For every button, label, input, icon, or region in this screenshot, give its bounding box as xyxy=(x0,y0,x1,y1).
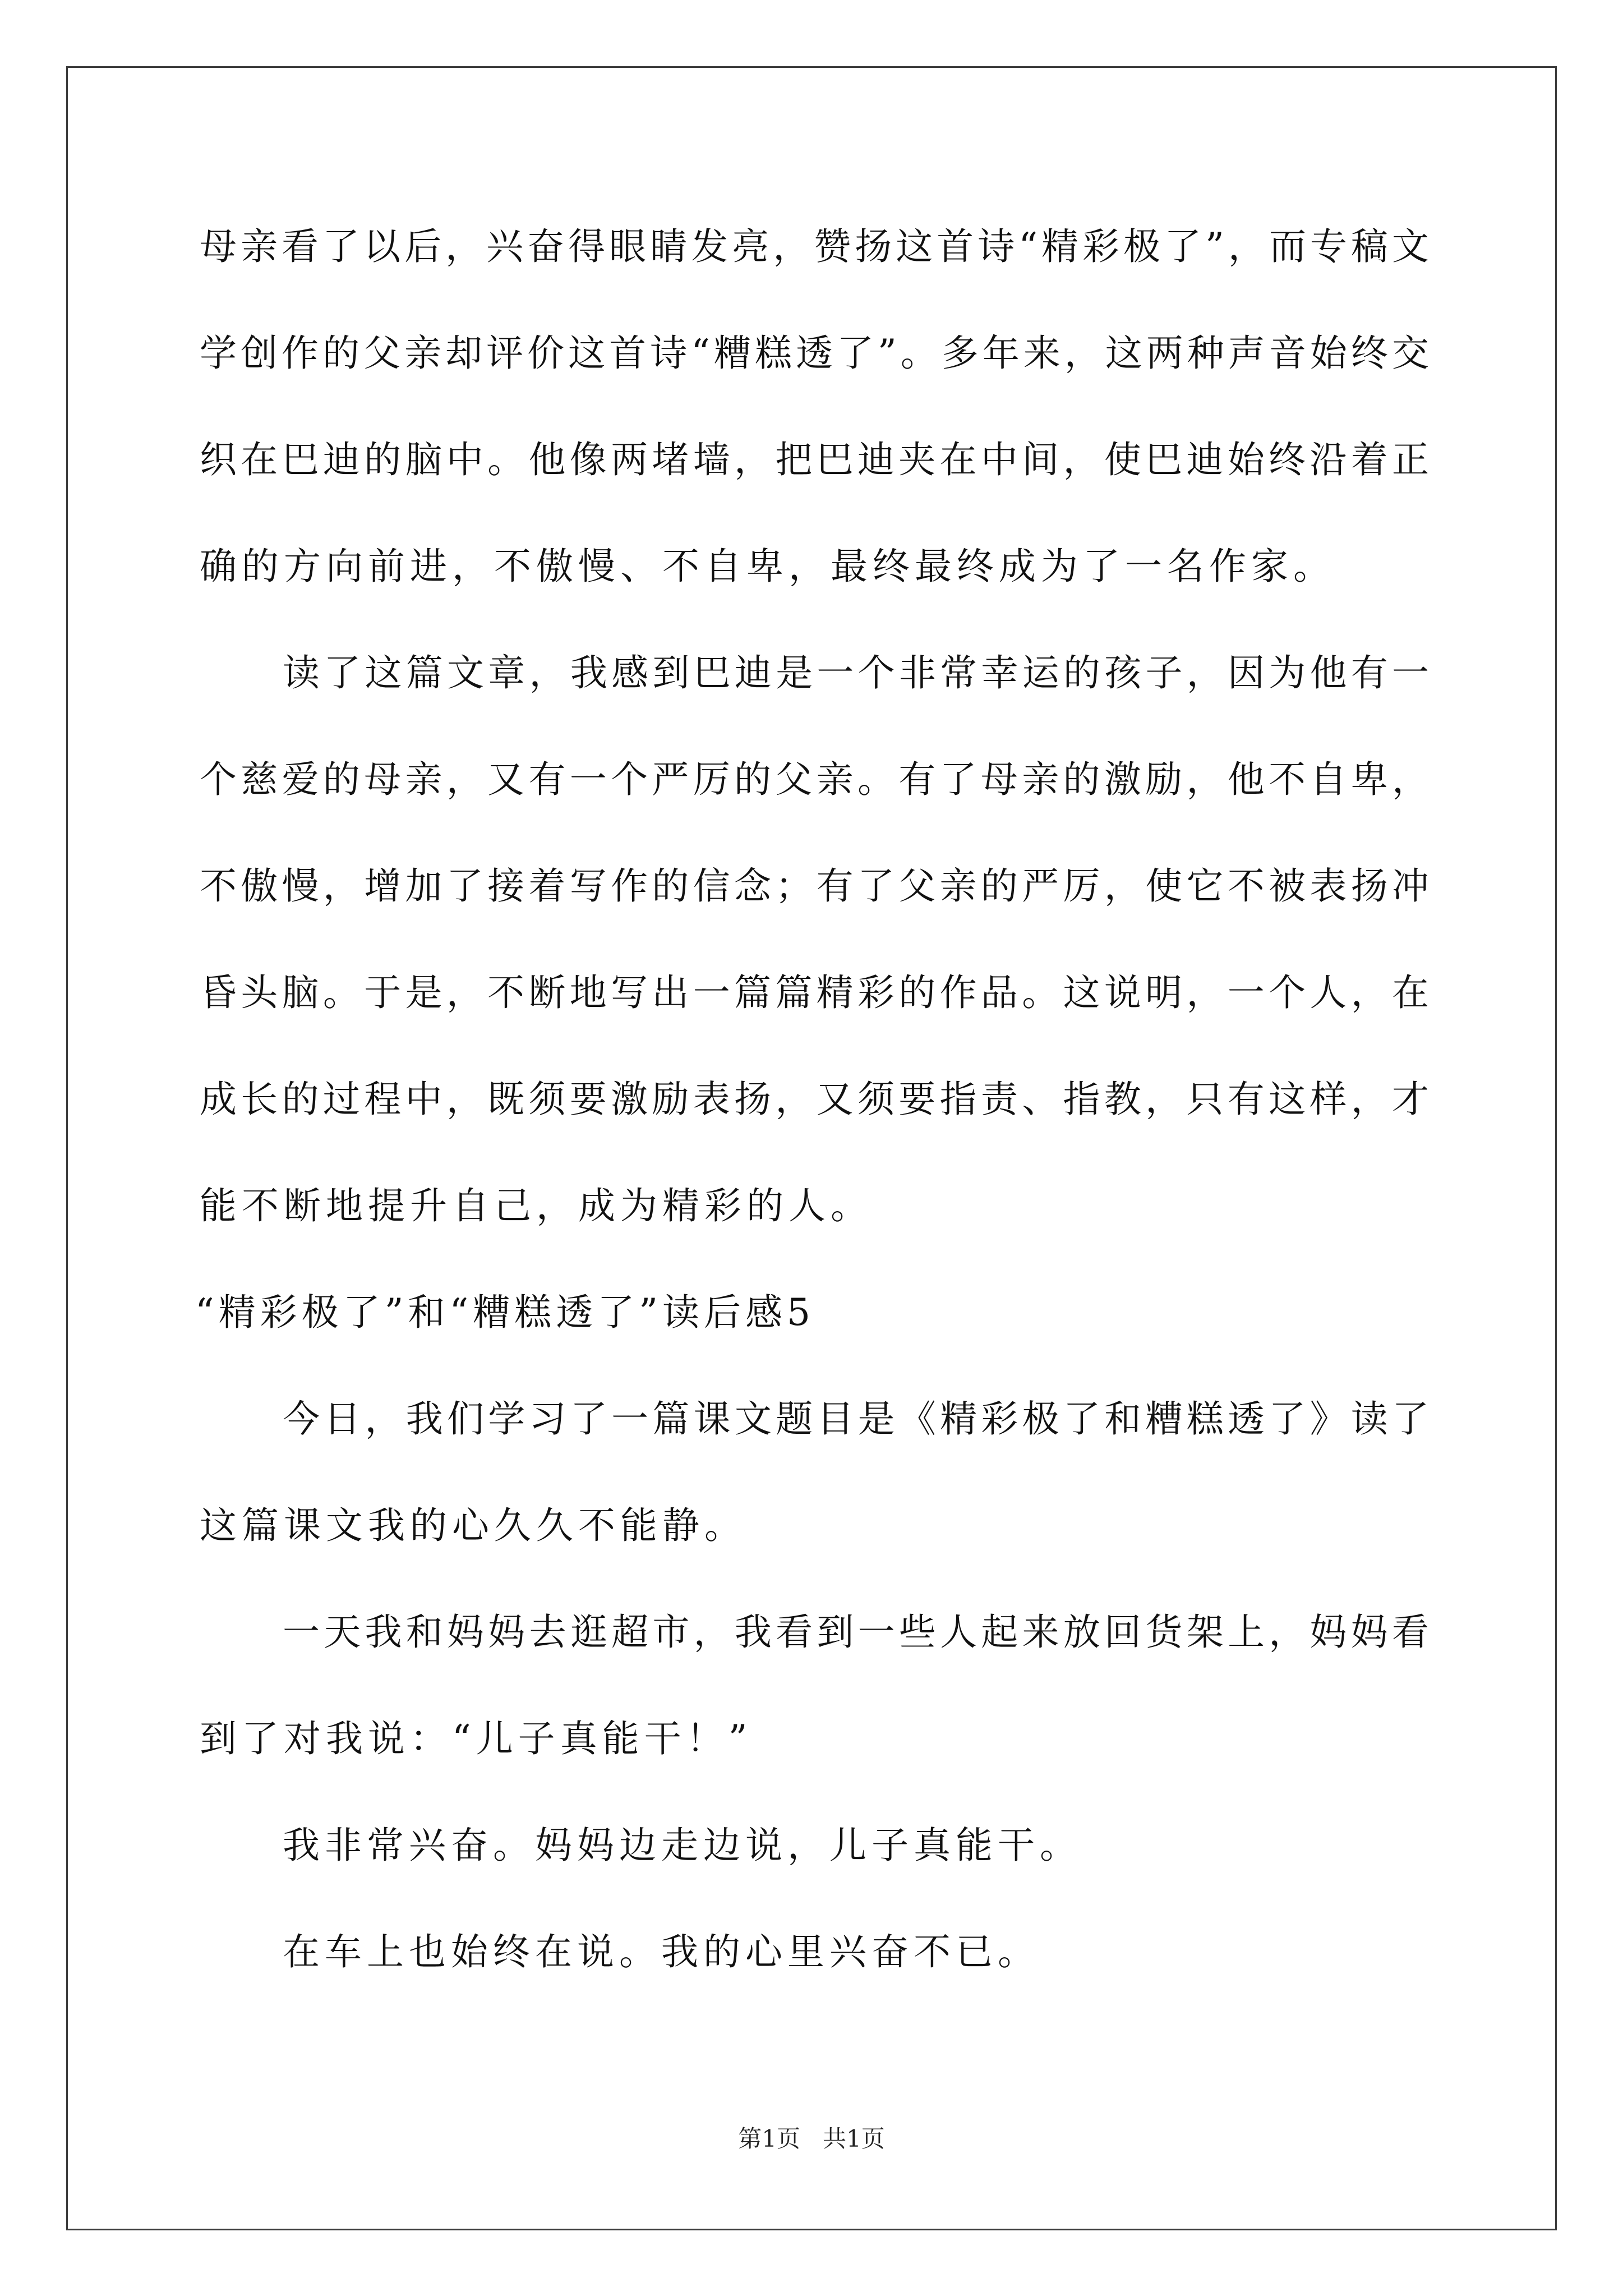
text-line: 个慈爱的母亲，又有一个严厉的父亲。有了母亲的激励，他不自卑， xyxy=(200,758,1429,801)
text-line: 能不断地提升自己，成为精彩的人。 xyxy=(200,1184,873,1227)
paragraph-first-line: 我非常兴奋。妈妈边走边说，儿子真能干。 xyxy=(283,1824,1082,1867)
text-line: 织在巴迪的脑中。他像两堵墙，把巴迪夹在中间，使巴迪始终沿着正 xyxy=(200,438,1429,481)
section-heading: “精彩极了”和“糟糕透了”读后感5 xyxy=(195,1291,815,1334)
page-footer: 第1页 共1页 xyxy=(738,2125,885,2152)
paragraph-first-line: 今日，我们学习了一篇课文题目是《精彩极了和糟糕透了》读了 xyxy=(283,1397,1429,1441)
text-line: 确的方向前进，不傲慢、不自卑，最终最终成为了一名作家。 xyxy=(200,545,1335,588)
text-line: 母亲看了以后，兴奋得眼睛发亮，赞扬这首诗“精彩极了”，而专稿文 xyxy=(200,225,1429,268)
paragraph-first-line: 在车上也始终在说。我的心里兴奋不已。 xyxy=(283,1930,1040,1973)
text-line: 到了对我说：“儿子真能干！” xyxy=(200,1717,753,1760)
text-line: 这篇课文我的心久久不能静。 xyxy=(200,1504,746,1547)
page-border xyxy=(66,66,1557,2230)
text-line: 昏头脑。于是，不断地写出一篇篇精彩的作品。这说明，一个人，在 xyxy=(200,971,1429,1014)
text-line: 学创作的父亲却评价这首诗“糟糕透了”。多年来，这两种声音始终交 xyxy=(200,332,1429,375)
text-line: 成长的过程中，既须要激励表扬，又须要指责、指教，只有这样，才 xyxy=(200,1078,1429,1121)
text-line: 不傲慢，增加了接着写作的信念；有了父亲的严厉，使它不被表扬冲 xyxy=(200,864,1429,908)
paragraph-first-line: 一天我和妈妈去逛超市，我看到一些人起来放回货架上，妈妈看 xyxy=(283,1611,1429,1654)
paragraph-first-line: 读了这篇文章，我感到巴迪是一个非常幸运的孩子，因为他有一 xyxy=(283,651,1429,694)
